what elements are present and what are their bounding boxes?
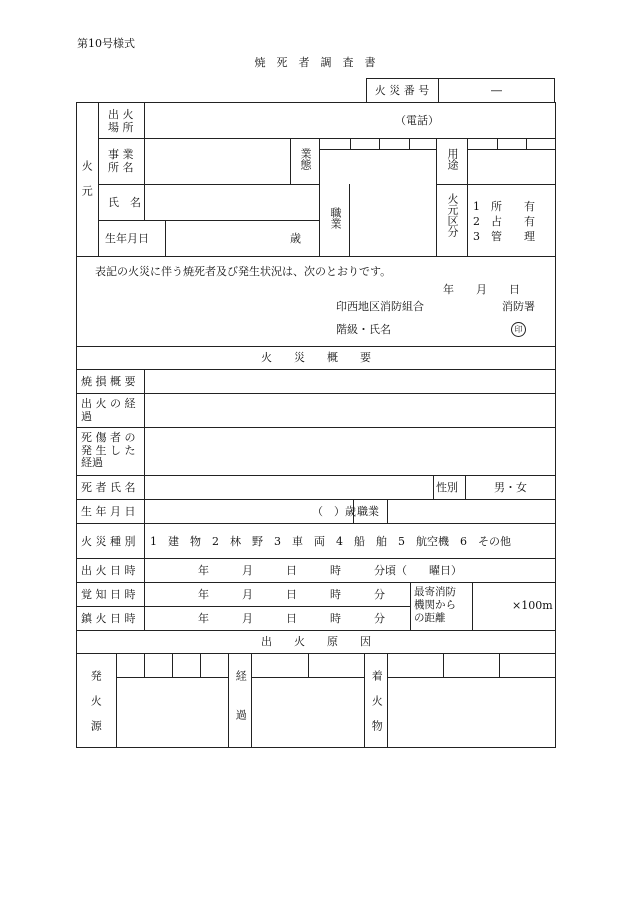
report-statement: 表記の火災に伴う焼死者及び発生状況は、次のとおりです。	[95, 265, 392, 278]
source-label: 発火源	[89, 670, 103, 745]
origin-category-2: 2 占 有	[473, 215, 535, 228]
origin-category-label: 火元区分	[446, 193, 459, 237]
extinguish-value: 年 月 日 時 分	[198, 612, 385, 625]
detection-label: 覚 知 日 時	[81, 588, 136, 601]
origin-name-label: 氏 名	[108, 196, 141, 209]
sex-options[interactable]: 男・女	[494, 481, 527, 494]
origin-section-label: 火元	[80, 160, 94, 210]
report-rank-name-label: 階級・氏名	[336, 323, 391, 336]
origin-phone-label: （電話）	[395, 114, 439, 127]
origin-category-1: 1 所 有	[473, 200, 535, 213]
origin-business-type-label: 業態	[299, 148, 312, 170]
fire-number-label: 火 災 番 号	[374, 84, 430, 97]
sex-label: 性別	[436, 481, 458, 494]
origin-age-unit: 歳	[290, 232, 301, 245]
distance-label: 最寄消防 機関から の距離	[414, 586, 456, 624]
page-title: 焼 死 者 調 査 書	[254, 56, 376, 69]
origin-use-label: 用途	[446, 148, 459, 170]
extinguish-label: 鎮 火 日 時	[81, 612, 136, 625]
fire-number-field[interactable]: ―	[491, 84, 502, 97]
ignition-label: 出 火 日 時	[81, 564, 136, 577]
report-association: 印西地区消防組合	[336, 300, 424, 313]
deceased-occupation-label: 職業	[357, 505, 379, 518]
casualty-label: 死 傷 者 の 発 生 し た 経過	[81, 431, 136, 469]
cause-header: 出 火 原 因	[261, 635, 371, 648]
fire-type-label: 火 災 種 別	[81, 535, 136, 548]
progress-label: 出 火 の 経 過	[81, 397, 136, 423]
damage-label: 焼 損 概 要	[81, 375, 136, 388]
origin-business-label: 事 業 所 名	[108, 148, 134, 174]
first-ignited-label: 着火物	[370, 670, 384, 745]
origin-place-label: 出 火 場 所	[108, 108, 134, 134]
form-table	[76, 102, 556, 748]
deceased-age-text: （ ）歳	[312, 505, 356, 518]
report-station: 消防署	[502, 300, 535, 313]
origin-birth-label: 生年月日	[105, 232, 149, 245]
origin-occupation-label: 職業	[329, 207, 342, 229]
report-date-line: 年 月 日	[443, 283, 520, 296]
origin-category-3: 3 管 理	[473, 230, 535, 243]
distance-unit: ×100m	[512, 599, 553, 612]
deceased-birth-label: 生 年 月 日	[81, 505, 136, 518]
detection-value: 年 月 日 時 分	[198, 588, 385, 601]
ignition-value: 年 月 日 時 分頃（ 曜日）	[198, 564, 462, 577]
deceased-name-label: 死 者 氏 名	[81, 481, 136, 494]
form-number: 第10号様式	[77, 37, 135, 50]
fire-type-options: 1 建 物 2 林 野 3 車 両 4 船 舶 5 航空機 6 その他	[150, 535, 511, 548]
seal-mark: 印	[511, 322, 526, 337]
process-label: 経過	[234, 670, 248, 748]
overview-header: 火 災 概 要	[261, 351, 371, 364]
